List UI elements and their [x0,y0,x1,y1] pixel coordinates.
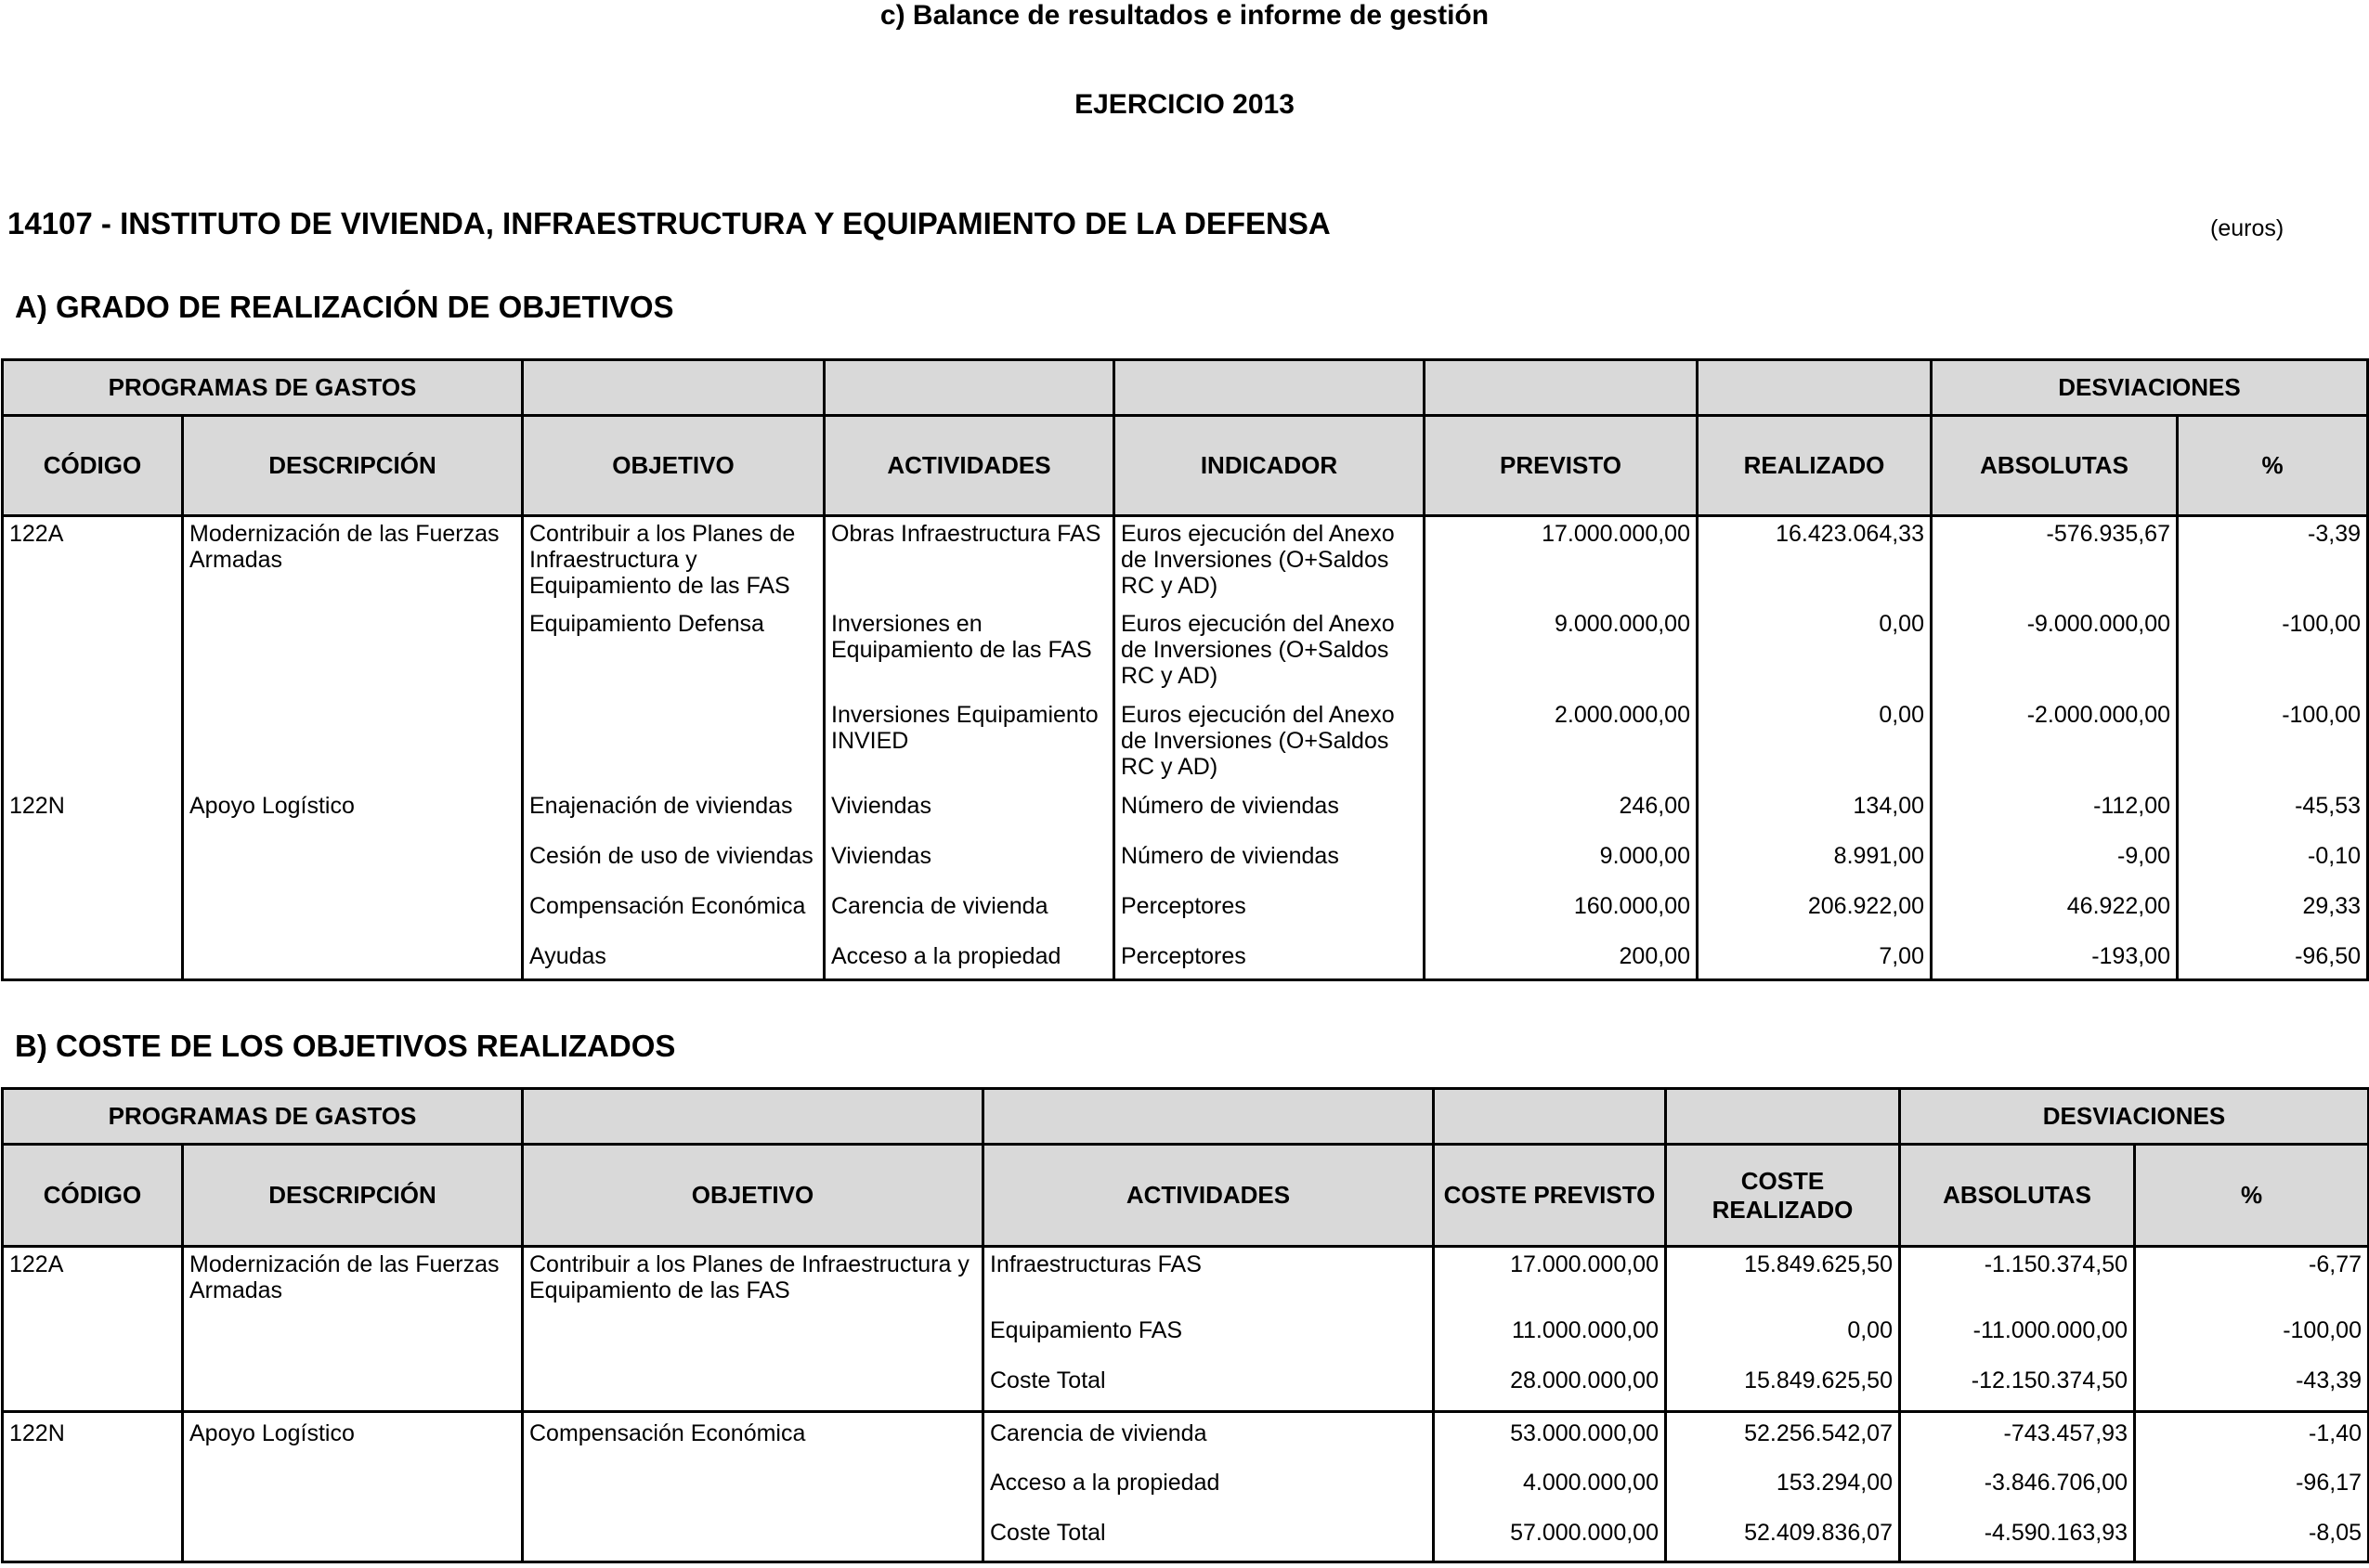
descripcion-cell: Apoyo Logístico [183,1412,523,1466]
blank-header [523,1089,983,1145]
descripcion-cell: Modernización de las Fuerzas Armadas [183,1247,523,1314]
actividades-cell: Inversiones en Equipamiento de las FAS [825,607,1114,698]
table-row [3,940,2368,980]
actividades-cell: Carencia de vivienda [825,889,1114,940]
table-row [3,607,2368,698]
objetivo-cell: Ayudas [523,940,825,980]
descripcion-cell: Modernización de las Fuerzas Armadas [183,516,523,607]
codigo-cell [3,607,183,698]
percent-cell: -3,39 [2178,516,2368,607]
coste-realizado-cell: 153.294,00 [1666,1466,1900,1516]
descripcion-cell [183,1466,523,1516]
blank-header [1425,360,1698,416]
coste-realizado-cell: 15.849.625,50 [1666,1364,1900,1412]
codigo-cell [3,1314,183,1364]
coste-previsto-cell: 17.000.000,00 [1434,1247,1666,1314]
actividades-cell: Acceso a la propiedad [825,940,1114,980]
coste-previsto-cell: 57.000.000,00 [1434,1516,1666,1562]
actividades-cell: Viviendas [825,789,1114,839]
percent-cell: -8,05 [2135,1516,2369,1562]
table-row [3,516,2368,607]
column-header: INDICADOR [1114,416,1425,516]
previsto-cell: 246,00 [1425,789,1698,839]
actividades-cell: Equipamiento FAS [983,1314,1434,1364]
coste-previsto-cell: 53.000.000,00 [1434,1412,1666,1466]
blank-header [523,360,825,416]
previsto-cell: 17.000.000,00 [1425,516,1698,607]
column-header: REALIZADO [1698,416,1932,516]
descripcion-cell [183,839,523,889]
column-header: COSTE REALIZADO [1666,1145,1900,1247]
table-row [3,1247,2369,1314]
indicador-cell: Perceptores [1114,889,1425,940]
column-header: OBJETIVO [523,1145,983,1247]
blank-header [1698,360,1932,416]
objetivo-cell: Compensación Económica [523,889,825,940]
table-row [3,698,2368,789]
table-row [3,1466,2369,1516]
realizado-cell: 134,00 [1698,789,1932,839]
table-row [3,1516,2369,1562]
codigo-cell [3,1466,183,1516]
percent-cell: -100,00 [2135,1314,2369,1364]
indicador-cell: Euros ejecución del Anexo de Inversiones (O+Saldos RC y AD) [1114,698,1425,789]
actividades-cell: Carencia de vivienda [983,1412,1434,1466]
objetivo-cell: Enajenación de viviendas [523,789,825,839]
column-header: CÓDIGO [3,1145,183,1247]
descripcion-cell [183,889,523,940]
previsto-cell: 9.000,00 [1425,839,1698,889]
percent-cell: -1,40 [2135,1412,2369,1466]
blank-header [1666,1089,1900,1145]
objetivo-cell [523,1516,983,1562]
actividades-cell: Coste Total [983,1364,1434,1412]
descripcion-cell [183,1314,523,1364]
desviaciones-group-header: DESVIACIONES [1932,360,2368,416]
column-header: ABSOLUTAS [1932,416,2178,516]
objetivo-cell: Compensación Económica [523,1412,983,1466]
indicador-cell: Perceptores [1114,940,1425,980]
percent-cell: -0,10 [2178,839,2368,889]
actividades-cell: Obras Infraestructura FAS [825,516,1114,607]
previsto-cell: 200,00 [1425,940,1698,980]
column-header: PREVISTO [1425,416,1698,516]
percent-cell: -43,39 [2135,1364,2369,1412]
realizado-cell: 8.991,00 [1698,839,1932,889]
section-b-title: B) COSTE DE LOS OBJETIVOS REALIZADOS [15,1029,676,1063]
coste-realizado-cell: 0,00 [1666,1314,1900,1364]
table-row [3,839,2368,889]
descripcion-cell [183,607,523,698]
percent-cell: -100,00 [2178,698,2368,789]
absolutas-cell: -11.000.000,00 [1900,1314,2135,1364]
realizado-cell: 0,00 [1698,698,1932,789]
percent-cell: -96,50 [2178,940,2368,980]
objetivo-cell [523,1314,983,1364]
actividades-cell: Acceso a la propiedad [983,1466,1434,1516]
column-header: OBJETIVO [523,416,825,516]
column-header: % [2135,1145,2369,1247]
column-header: DESCRIPCIÓN [183,1145,523,1247]
column-header: DESCRIPCIÓN [183,416,523,516]
absolutas-cell: -1.150.374,50 [1900,1247,2135,1314]
absolutas-cell: -2.000.000,00 [1932,698,2178,789]
codigo-cell [3,940,183,980]
cost-table [1,1087,2369,1563]
absolutas-cell: -12.150.374,50 [1900,1364,2135,1412]
indicador-cell: Número de viviendas [1114,789,1425,839]
table-row [3,789,2368,839]
entity-name: 14107 - INSTITUTO DE VIVIENDA, INFRAESTRUCTURA Y EQUIPAMIENTO DE LA DEFENSA [7,206,1331,240]
units-label: (euros) [2210,215,2284,241]
percent-cell: -6,77 [2135,1247,2369,1314]
column-header: % [2178,416,2368,516]
codigo-cell [3,1516,183,1562]
actividades-cell: Coste Total [983,1516,1434,1562]
coste-realizado-cell: 52.409.836,07 [1666,1516,1900,1562]
percent-cell: -96,17 [2135,1466,2369,1516]
descripcion-cell [183,1516,523,1562]
coste-previsto-cell: 11.000.000,00 [1434,1314,1666,1364]
descripcion-cell [183,1364,523,1412]
blank-header [1114,360,1425,416]
column-header: ABSOLUTAS [1900,1145,2135,1247]
absolutas-cell: -112,00 [1932,789,2178,839]
percent-cell: -100,00 [2178,607,2368,698]
document-title: c) Balance de resultados e informe de gestión [879,0,1490,31]
descripcion-cell: Apoyo Logístico [183,789,523,839]
codigo-cell [3,839,183,889]
codigo-cell [3,889,183,940]
blank-header [1434,1089,1666,1145]
absolutas-cell: 46.922,00 [1932,889,2178,940]
objetivo-cell [523,1364,983,1412]
indicador-cell: Número de viviendas [1114,839,1425,889]
coste-realizado-cell: 15.849.625,50 [1666,1247,1900,1314]
absolutas-cell: -193,00 [1932,940,2178,980]
table-row [3,1314,2369,1364]
absolutas-cell: -9.000.000,00 [1932,607,2178,698]
realizado-cell: 206.922,00 [1698,889,1932,940]
objetivo-cell: Equipamiento Defensa [523,607,825,698]
actividades-cell: Infraestructuras FAS [983,1247,1434,1314]
desviaciones-group-header: DESVIACIONES [1900,1089,2369,1145]
objectives-table [1,358,2369,981]
column-header: CÓDIGO [3,416,183,516]
realizado-cell: 0,00 [1698,607,1932,698]
previsto-cell: 9.000.000,00 [1425,607,1698,698]
indicador-cell: Euros ejecución del Anexo de Inversiones (O+Saldos RC y AD) [1114,607,1425,698]
objetivo-cell [523,698,825,789]
table-row [3,1364,2369,1412]
previsto-cell: 2.000.000,00 [1425,698,1698,789]
column-header: ACTIVIDADES [825,416,1114,516]
coste-previsto-cell: 28.000.000,00 [1434,1364,1666,1412]
codigo-cell [3,1364,183,1412]
objetivo-cell: Contribuir a los Planes de Infraestructura y Equipamiento de las FAS [523,516,825,607]
codigo-cell: 122N [3,789,183,839]
absolutas-cell: -4.590.163,93 [1900,1516,2135,1562]
blank-header [983,1089,1434,1145]
coste-realizado-cell: 52.256.542,07 [1666,1412,1900,1466]
previsto-cell: 160.000,00 [1425,889,1698,940]
absolutas-cell: -3.846.706,00 [1900,1466,2135,1516]
percent-cell: 29,33 [2178,889,2368,940]
indicador-cell: Euros ejecución del Anexo de Inversiones (O+Saldos RC y AD) [1114,516,1425,607]
absolutas-cell: -743.457,93 [1900,1412,2135,1466]
coste-previsto-cell: 4.000.000,00 [1434,1466,1666,1516]
actividades-cell: Inversiones Equipamiento INVIED [825,698,1114,789]
objetivo-cell: Cesión de uso de viviendas [523,839,825,889]
table-row [3,889,2368,940]
programas-group-header: PROGRAMAS DE GASTOS [3,1089,523,1145]
percent-cell: -45,53 [2178,789,2368,839]
objetivo-cell: Contribuir a los Planes de Infraestructura y Equipamiento de las FAS [523,1247,983,1314]
codigo-cell: 122A [3,1247,183,1314]
codigo-cell [3,698,183,789]
section-a-title: A) GRADO DE REALIZACIÓN DE OBJETIVOS [15,290,674,324]
absolutas-cell: -576.935,67 [1932,516,2178,607]
objetivo-cell [523,1466,983,1516]
blank-header [825,360,1114,416]
codigo-cell: 122A [3,516,183,607]
codigo-cell: 122N [3,1412,183,1466]
programas-group-header: PROGRAMAS DE GASTOS [3,360,523,416]
table-row [3,1412,2369,1466]
column-header: ACTIVIDADES [983,1145,1434,1247]
realizado-cell: 7,00 [1698,940,1932,980]
exercise-year: EJERCICIO 2013 [1074,89,1295,120]
realizado-cell: 16.423.064,33 [1698,516,1932,607]
column-header: COSTE PREVISTO [1434,1145,1666,1247]
actividades-cell: Viviendas [825,839,1114,889]
descripcion-cell [183,940,523,980]
absolutas-cell: -9,00 [1932,839,2178,889]
descripcion-cell [183,698,523,789]
